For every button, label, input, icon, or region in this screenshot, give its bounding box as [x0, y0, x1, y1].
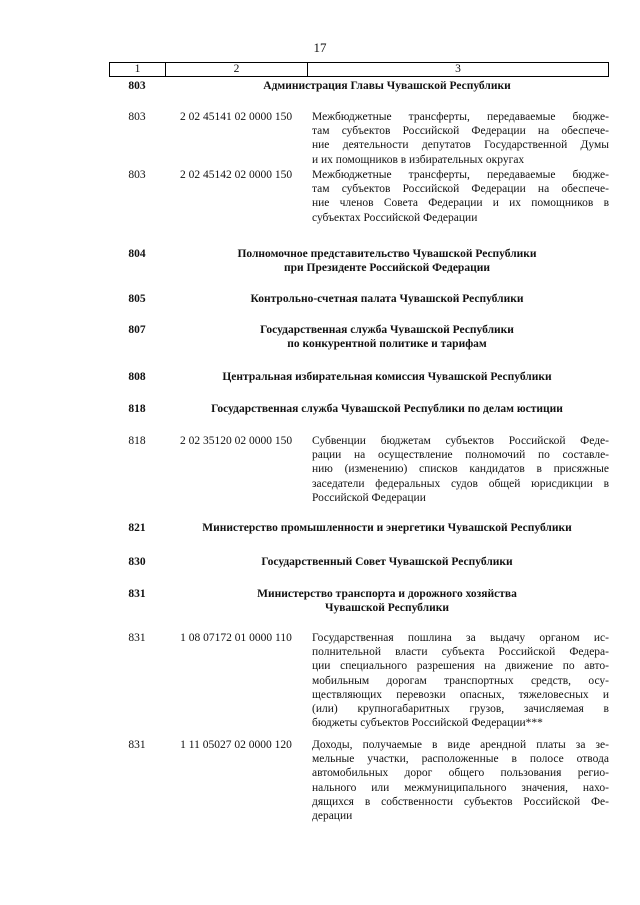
- section-heading: [109, 247, 609, 275]
- section-heading: [109, 292, 609, 306]
- section-heading: [109, 402, 609, 416]
- income-description: [312, 434, 609, 505]
- section-title-line: Администрация Главы Чувашской Республики: [263, 80, 511, 92]
- description-line: мельные участки, расположенные в полосе отвода: [312, 753, 609, 766]
- section-title-line: Министерство промышленности и энергетики Чувашской Республики: [202, 522, 572, 534]
- description-line: ции специального разрешения на движение по авто-: [312, 660, 609, 673]
- section-title: [165, 323, 609, 351]
- description-line: автомобильных дорог общего пользования регио-: [312, 767, 609, 780]
- section-title: [165, 292, 609, 306]
- description-line: там субъектов Российской Федерации на обеспече-: [312, 125, 609, 138]
- description-line: дерации: [312, 810, 353, 823]
- section-title: [165, 521, 609, 535]
- admin-code: 805: [128, 293, 146, 305]
- section-title-line: Центральная избирательная комиссия Чувашской Республики: [222, 371, 552, 383]
- page-number: 17: [313, 40, 327, 55]
- header-col-3: 3: [455, 63, 461, 75]
- section-title-line: Чувашской Республики: [325, 602, 449, 615]
- section-title: [165, 79, 609, 93]
- budget-classification-code: 2 02 45142 02 0000 150: [179, 169, 293, 181]
- section-title-line: Министерство транспорта и дорожного хозяйства: [257, 588, 517, 600]
- description-line: заседатели федеральных судов общей юрисдикции в: [312, 477, 609, 490]
- description-line: ние членов Совета Федерации и их помощников в: [312, 197, 609, 210]
- description-line: Российской Федерации: [312, 491, 426, 504]
- table-row: [109, 434, 609, 505]
- header-col-1: 1: [110, 63, 166, 76]
- section-title-line: Государственная служба Чувашской Республики по делам юстиции: [211, 403, 563, 415]
- admin-code: 807: [128, 324, 146, 336]
- description-line: Доходы, получаемые в виде арендной платы за зе-: [312, 739, 609, 751]
- section-heading: [109, 521, 609, 535]
- section-heading: [109, 555, 609, 569]
- admin-code: 818: [128, 435, 146, 447]
- admin-code: 830: [128, 556, 146, 568]
- section-title: [165, 587, 609, 615]
- description-line: Государственная пошлина за выдачу органом ис-: [312, 632, 609, 644]
- table-row: [109, 168, 609, 225]
- budget-classification-code: 1 11 05027 02 0000 120: [180, 739, 292, 751]
- description-line: ществляющих перевозки опасных, тяжеловесных и: [312, 688, 609, 701]
- income-description: [312, 168, 609, 225]
- table-row: [109, 738, 609, 823]
- admin-code: 803: [128, 80, 146, 92]
- table-row: [109, 631, 609, 730]
- description-line: субъектах Российской Федерации: [312, 211, 478, 224]
- income-description: [312, 110, 609, 167]
- section-title-line: при Президенте Российской Федерации: [284, 262, 490, 275]
- section-heading: [109, 587, 609, 615]
- income-description: [312, 738, 609, 823]
- budget-classification-code: 1 08 07172 01 0000 110: [180, 632, 292, 644]
- description-line: дящихся в собственности субъектов Российской Фе-: [312, 795, 609, 808]
- income-description: [312, 631, 609, 730]
- section-title-line: Контрольно-счетная палата Чувашской Республики: [250, 293, 524, 305]
- table-row: [109, 110, 609, 167]
- section-title-line: Государственная служба Чувашской Республики: [260, 324, 514, 336]
- description-line: Межбюджетные трансферты, передаваемые бюдже-: [312, 111, 609, 123]
- section-heading: [109, 370, 609, 384]
- budget-classification-code: 2 02 35120 02 0000 150: [179, 435, 293, 447]
- description-line: полнительной власти субъекта Российской Федера-: [312, 646, 609, 659]
- section-title: [165, 370, 609, 384]
- description-line: там субъектов Российской Федерации на обеспече-: [312, 183, 609, 196]
- admin-code: 803: [128, 169, 146, 181]
- admin-code: 831: [128, 739, 146, 751]
- description-line: нию (изменению) списков кандидатов в присяжные: [312, 463, 609, 476]
- section-heading: [109, 323, 609, 351]
- admin-code: 831: [128, 588, 146, 600]
- budget-classification-code: 2 02 45141 02 0000 150: [179, 111, 293, 123]
- section-title-line: Полномочное представительство Чувашской Республики: [237, 248, 537, 260]
- admin-code: 804: [128, 248, 146, 260]
- description-line: и их помощников в избирательных округах: [312, 153, 525, 166]
- admin-code: 808: [128, 371, 146, 383]
- description-line: мобильным дорогам транспортных средств, осу-: [312, 674, 609, 687]
- section-heading: [109, 79, 609, 93]
- table-header: [109, 62, 609, 77]
- section-title-line: по конкурентной политике и тарифам: [287, 338, 487, 351]
- description-line: нального или межмуниципального значения, нахо-: [312, 781, 609, 794]
- header-col-2: 2: [166, 63, 308, 76]
- description-line: ние деятельности депутатов Государственной Думы: [312, 139, 609, 152]
- admin-code: 818: [128, 403, 146, 415]
- description-line: Субвенции бюджетам субъектов Российской Феде-: [312, 435, 609, 447]
- description-line: бюджеты субъектов Российской Федерации***: [312, 717, 543, 730]
- section-title: [165, 402, 609, 416]
- admin-code: 821: [128, 522, 146, 534]
- description-line: рации на осуществление полномочий по составле-: [312, 449, 609, 462]
- description-line: (или) крупногабаритных грузов, зачисляемая в: [312, 703, 609, 716]
- admin-code: 803: [128, 111, 146, 123]
- section-title-line: Государственный Совет Чувашской Республики: [261, 556, 513, 568]
- section-title: [165, 247, 609, 275]
- admin-code: 831: [128, 632, 146, 644]
- description-line: Межбюджетные трансферты, передаваемые бюдже-: [312, 169, 609, 181]
- section-title: [165, 555, 609, 569]
